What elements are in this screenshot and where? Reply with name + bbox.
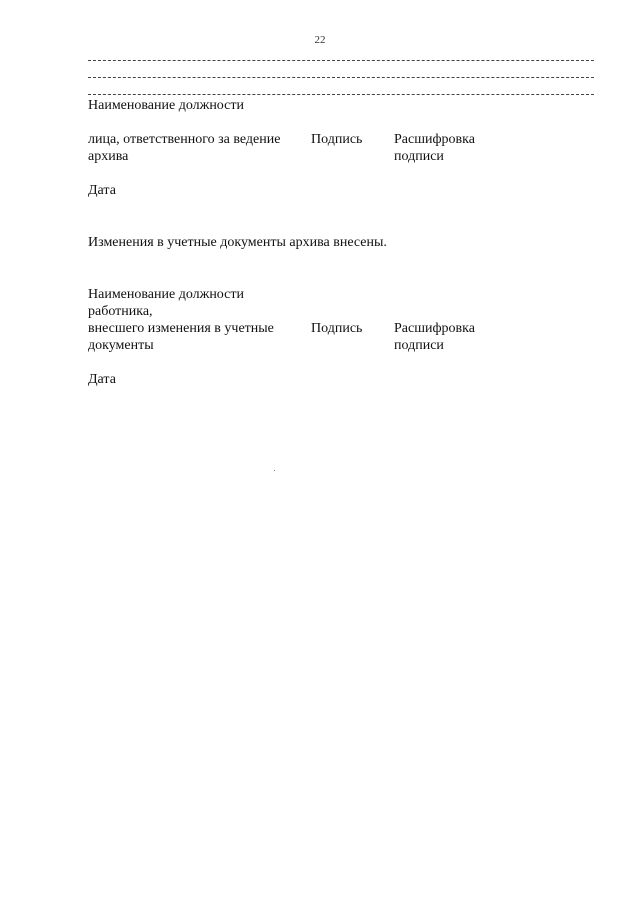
block2-position-line2: работника, — [88, 304, 153, 319]
scan-speck — [274, 470, 275, 471]
block1-position-line2: лица, ответственного за ведение — [88, 132, 281, 147]
block1-position-line3: архива — [88, 149, 129, 164]
blank-line-1 — [88, 60, 594, 61]
block2-date-label: Дата — [88, 372, 116, 387]
page-number: 22 — [314, 34, 326, 46]
changes-statement: Изменения в учетные документы архива внесены. — [88, 235, 387, 250]
block1-position-line1: Наименование должности — [88, 98, 244, 113]
blank-line-3 — [88, 94, 594, 95]
block2-position-line3: внесшего изменения в учетные — [88, 321, 274, 336]
block2-position-line1: Наименование должности — [88, 287, 244, 302]
block1-decoding-line2: подписи — [394, 149, 444, 164]
block2-decoding-line2: подписи — [394, 338, 444, 353]
block2-position-line4: документы — [88, 338, 154, 353]
block2-signature-label: Подпись — [311, 321, 363, 336]
block2-decoding-line1: Расшифровка — [394, 321, 475, 336]
blank-line-2 — [88, 77, 594, 78]
block1-decoding-line1: Расшифровка — [394, 132, 475, 147]
block1-date-label: Дата — [88, 183, 116, 198]
block1-signature-label: Подпись — [311, 132, 363, 147]
